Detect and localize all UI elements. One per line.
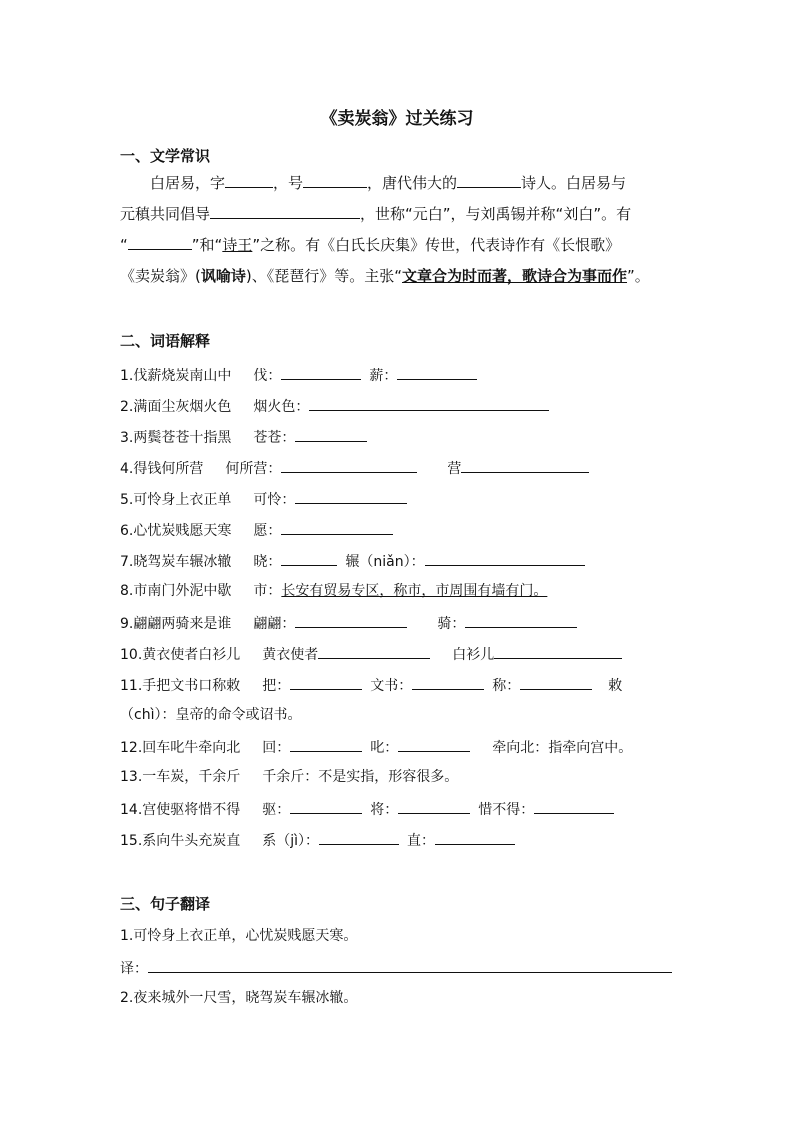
answer-blank[interactable]: [281, 456, 417, 473]
label: 白衫儿: [452, 647, 495, 663]
section-heading-translation: 三、句子翻译: [120, 895, 211, 913]
literature-para-line-4: [120, 261, 680, 292]
label: 苍苍：: [253, 430, 296, 446]
vocab-item-10: [120, 642, 680, 666]
literature-para-line-1: [120, 168, 680, 199]
translation-question-2: 2.夜来城外一尺雪，晓驾炭车辗冰辙。: [120, 990, 358, 1006]
text-underlined: 诗王: [222, 236, 253, 254]
text: 白居易，字: [150, 174, 226, 192]
label: 叱：: [370, 740, 399, 756]
page-title: 《卖炭翁》过关练习: [320, 109, 474, 129]
blank-poet-type[interactable]: [457, 171, 521, 188]
vocab-item-4: [120, 456, 680, 480]
answer-blank[interactable]: [398, 735, 470, 752]
label: 晓：: [253, 554, 282, 570]
label: 营: [447, 461, 462, 477]
blank-hao[interactable]: [303, 171, 367, 188]
note: （chì）：皇帝的命令或诏书。: [120, 707, 302, 723]
literature-para-line-3: [120, 230, 680, 261]
label: 惜不得：: [478, 802, 535, 818]
vocab-item-15: [120, 828, 680, 852]
vocab-item-2: [120, 394, 680, 418]
answer-blank[interactable]: [295, 425, 367, 442]
question: 6.心忧炭贱愿天寒: [120, 523, 232, 539]
question: 15.系向牛头充炭直: [120, 833, 241, 849]
label: 伐：: [253, 368, 282, 384]
blank-movement[interactable]: [210, 202, 360, 219]
answer-blank[interactable]: [281, 549, 337, 566]
vocab-item-12: [120, 735, 680, 759]
answer-blank[interactable]: [425, 549, 585, 566]
vocab-item-1: [120, 363, 680, 387]
note: 千余斤：不是实指，形容很多。: [262, 769, 459, 785]
answer-blank[interactable]: [290, 735, 362, 752]
text: ”和“: [191, 236, 223, 254]
text: 元稹共同倡导: [120, 205, 211, 223]
answer-blank[interactable]: [398, 797, 470, 814]
question: 8.市南门外泥中歇: [120, 583, 232, 599]
text: ”。: [627, 267, 650, 285]
text: ，唐代伟大的: [367, 174, 458, 192]
answer-blank[interactable]: [461, 456, 589, 473]
label: 驱：: [262, 802, 291, 818]
answer-blank[interactable]: [309, 394, 549, 411]
text-bold: 讽喻诗: [200, 267, 246, 285]
question: 5.可怜身上衣正单: [120, 492, 232, 508]
question: 4.得钱何所营: [120, 461, 204, 477]
label: 薪：: [369, 368, 398, 384]
label: 把：: [262, 678, 291, 694]
vocab-item-11-note: [120, 704, 680, 728]
answer-text: 长安有贸易专区，称市，市周围有墙有门。: [281, 583, 548, 599]
label: 系（jì）：: [262, 833, 320, 849]
question: 14.宫使驱将惜不得: [120, 802, 241, 818]
label: 敕: [608, 678, 623, 694]
translation-question-1: 1.可怜身上衣正单，心忧炭贱愿天寒。: [120, 928, 358, 944]
question: 1.伐薪烧炭南山中: [120, 368, 232, 384]
label: 将：: [370, 802, 399, 818]
vocab-item-8: [120, 580, 680, 604]
label: 骑：: [437, 616, 466, 632]
answer-blank[interactable]: [534, 797, 614, 814]
vocab-item-6: [120, 518, 680, 542]
label: 愿：: [253, 523, 282, 539]
answer-blank[interactable]: [494, 642, 622, 659]
label: 何所营：: [225, 461, 282, 477]
text: ，号: [273, 174, 304, 192]
text: “: [120, 236, 128, 254]
question: 3.两鬓苍苍十指黑: [120, 430, 232, 446]
answer-blank[interactable]: [295, 611, 407, 628]
question: 12.回车叱牛牵向北: [120, 740, 241, 756]
vocab-item-5: [120, 487, 680, 511]
text: 诗人。白居易与: [521, 174, 627, 192]
answer-blank[interactable]: [290, 797, 362, 814]
vocab-item-9: [120, 611, 680, 635]
answer-blank[interactable]: [397, 363, 477, 380]
label: 翩翩：: [253, 616, 296, 632]
question: 7.晓驾炭车辗冰辙: [120, 554, 232, 570]
vocab-item-3: [120, 425, 680, 449]
label: 译：: [120, 961, 148, 977]
label: 可怜：: [253, 492, 296, 508]
question: 9.翩翩两骑来是谁: [120, 616, 232, 632]
question: 11.手把文书口称敕: [120, 678, 241, 694]
text-bold-underlined: 文章合为时而著，歌诗合为事而作: [402, 267, 628, 285]
question: 2.满面尘灰烟火色: [120, 399, 232, 415]
text: 《卖炭翁》(: [120, 267, 201, 285]
translation-answer-1: [120, 956, 680, 980]
question: 10.黄衣使者白衫儿: [120, 647, 241, 663]
text: ”之称。有《白氏长庆集》传世，代表诗作有《长恨歌》: [252, 236, 621, 254]
note: 牵向北：指牵向宫中。: [492, 740, 633, 756]
translation-blank[interactable]: [148, 956, 672, 973]
answer-blank[interactable]: [295, 487, 407, 504]
label: 称：: [492, 678, 521, 694]
label: 黄衣使者: [262, 647, 319, 663]
answer-blank[interactable]: [281, 363, 361, 380]
answer-blank[interactable]: [465, 611, 577, 628]
vocab-item-14: [120, 797, 680, 821]
label: 市：: [253, 583, 282, 599]
text: )、《琵琶行》等。主张“: [245, 267, 402, 285]
label: 辗（niǎn）：: [345, 554, 425, 570]
vocab-item-11: [120, 673, 680, 697]
literature-para-line-2: [120, 199, 680, 230]
answer-blank[interactable]: [412, 673, 484, 690]
label: 直：: [407, 833, 436, 849]
vocab-item-7: [120, 549, 680, 573]
section-heading-vocabulary: 二、词语解释: [120, 332, 211, 350]
answer-blank[interactable]: [290, 673, 362, 690]
blank-title[interactable]: [128, 233, 192, 250]
label: 烟火色：: [253, 399, 310, 415]
vocab-item-13: [120, 766, 680, 790]
answer-blank[interactable]: [281, 518, 393, 535]
section-heading-literature: 一、文学常识: [120, 147, 211, 165]
label: 文书：: [370, 678, 413, 694]
blank-zi[interactable]: [225, 171, 273, 188]
text: ，世称“元白”，与刘禹锡并称“刘白”。有: [360, 205, 632, 223]
answer-blank[interactable]: [435, 828, 515, 845]
answer-blank[interactable]: [520, 673, 592, 690]
question: 13.一车炭，千余斤: [120, 769, 241, 785]
answer-blank[interactable]: [319, 828, 399, 845]
answer-blank[interactable]: [318, 642, 430, 659]
label: 回：: [262, 740, 291, 756]
